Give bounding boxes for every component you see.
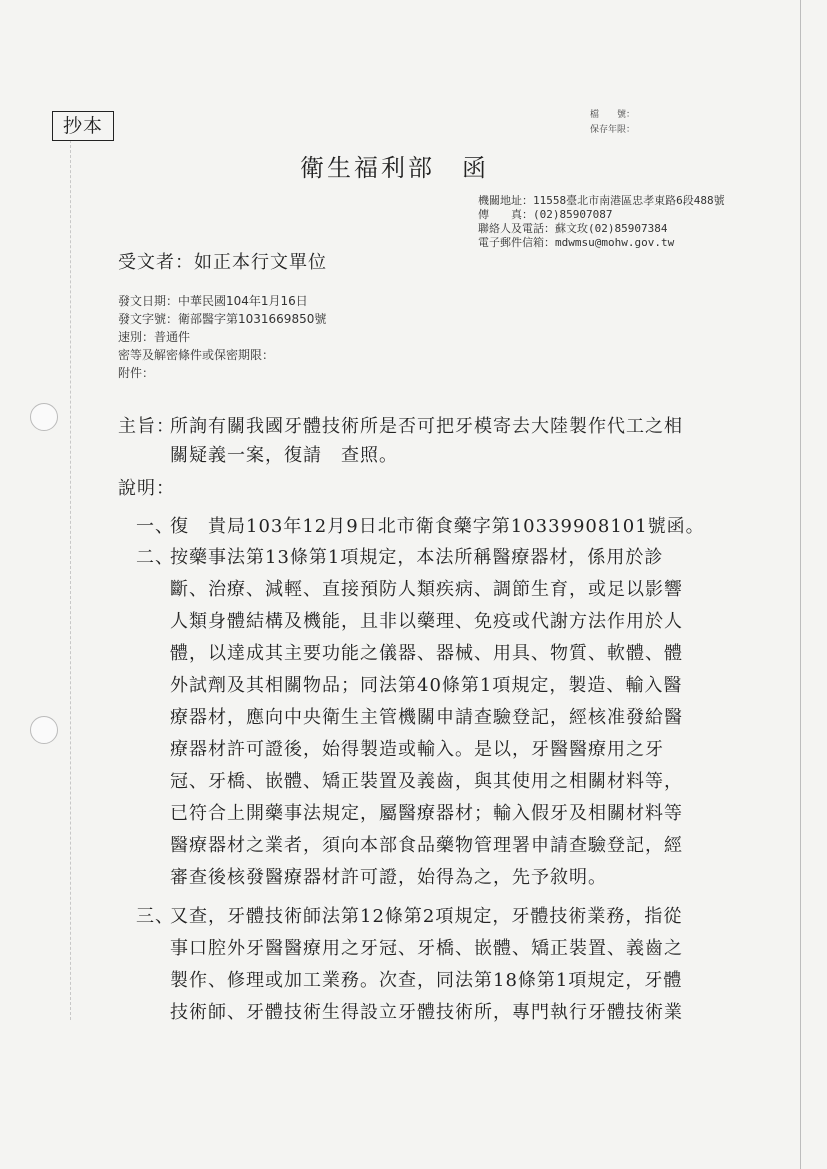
item-line: 醫療器材之業者，須向本部食品藥物管理署申請查驗登記，經: [170, 835, 683, 856]
copy-stamp: 抄本: [52, 111, 114, 141]
item-line: 復 貴局103年12月9日北市衛食藥字第10339908101號函。: [170, 516, 705, 537]
recipient: 受文者：如正本行文單位: [118, 252, 327, 273]
subject-line: 關疑義一案，復請 查照。: [170, 445, 398, 466]
explanation-label: 說明：: [118, 478, 175, 499]
item-line: 療器材，應向中央衛生主管機關申請查驗登記，經核准發給醫: [170, 707, 683, 728]
subject-label: 主旨：: [118, 416, 175, 437]
agency-fax: 傳 真：(02)85907087: [478, 208, 613, 221]
item-line: 斷、治療、減輕、直接預防人類疾病、調節生育，或足以影響: [170, 579, 683, 600]
file-number-label: 檔 號：: [590, 110, 636, 120]
item-line: 製作、修理或加工業務。次查，同法第18條第1項規定，牙體: [170, 970, 683, 991]
binding-line: [70, 140, 71, 1020]
item-line: 又查，牙體技術師法第12條第2項規定，牙體技術業務，指從: [170, 906, 683, 927]
speed-class: 速別：普通件: [118, 330, 191, 344]
item-line: 外試劑及其相關物品；同法第40條第1項規定，製造、輸入醫: [170, 675, 683, 696]
agency-contact: 聯絡人及電話：蘇文玫(02)85907384: [478, 222, 668, 235]
agency-address: 機關地址：11558臺北市南港區忠孝東路6段488號: [478, 194, 725, 207]
item-line: 審查後核發醫療器材許可證，始得為之，先予敘明。: [170, 867, 607, 888]
item-line: 冠、牙橋、嵌體、矯正裝置及義齒，與其使用之相關材料等，: [170, 771, 683, 792]
agency-email: 電子郵件信箱：mdwmsu@mohw.gov.tw: [478, 236, 675, 249]
item-line: 技術師、牙體技術生得設立牙體技術所，專門執行牙體技術業: [170, 1002, 683, 1023]
confidentiality: 密等及解密條件或保密期限：: [118, 348, 275, 362]
attachments: 附件：: [118, 366, 155, 380]
item-number: 三、: [136, 906, 174, 927]
issue-date: 發文日期：中華民國104年1月16日: [118, 294, 308, 308]
retention-label: 保存年限：: [590, 125, 636, 135]
item-line: 療器材許可證後，始得製造或輸入。是以，牙醫醫療用之牙: [170, 739, 664, 760]
binder-hole: [30, 716, 58, 744]
item-line: 事口腔外牙醫醫療用之牙冠、牙橋、嵌體、矯正裝置、義齒之: [170, 938, 683, 959]
document-number: 發文字號：衛部醫字第1031669850號: [118, 312, 327, 326]
item-line: 按藥事法第13條第1項規定，本法所稱醫療器材，係用於診: [170, 547, 664, 568]
document-title: 衛生福利部 函: [300, 154, 489, 182]
item-number: 一、: [136, 516, 174, 537]
binder-hole: [30, 403, 58, 431]
item-line: 已符合上開藥事法規定，屬醫療器材；輸入假牙及相關材料等: [170, 803, 683, 824]
item-number: 二、: [136, 547, 174, 568]
subject-line: 所詢有關我國牙體技術所是否可把牙模寄去大陸製作代工之相: [170, 416, 683, 437]
page-edge: [800, 0, 801, 1169]
item-line: 體，以達成其主要功能之儀器、器械、用具、物質、軟體、體: [170, 643, 683, 664]
item-line: 人類身體結構及機能，且非以藥理、免疫或代謝方法作用於人: [170, 611, 683, 632]
